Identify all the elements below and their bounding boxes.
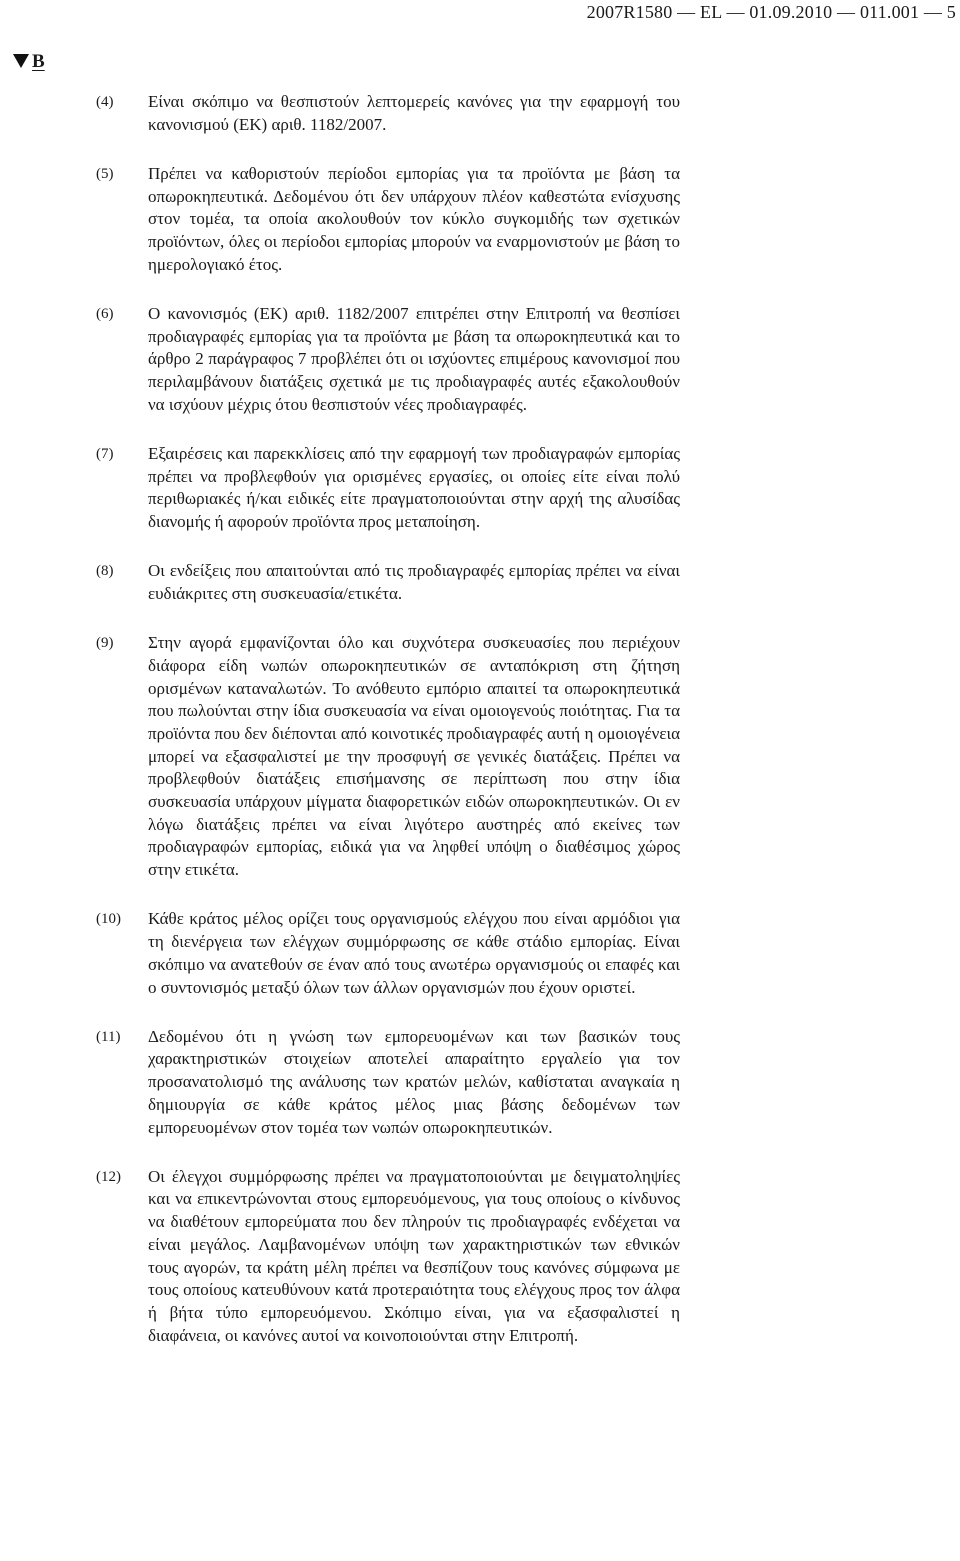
amendment-marker[interactable] bbox=[13, 51, 45, 73]
recital-text: Ο κανονισμός (ΕΚ) αριθ. 1182/2007 επιτρέπει στην Επιτροπή να θεσπίσει προδιαγραφές εμπορίας για τα προϊόντα με βάση τα οπωροκηπευτικά και το άρθρο 2 παράγραφος 7 προβλέπει ότι οι ισχύοντες επιμέρους κανονισμοί που περιλαμβάνουν διατάξεις σχετικά με τις προδιαγραφές αυτές εξακολουθούν να ισχύουν μέχρις ότου θεσπιστούν νέες προδιαγραφές. bbox=[148, 303, 680, 414]
recital-9 bbox=[96, 632, 680, 882]
recital-10 bbox=[96, 908, 680, 999]
running-header bbox=[587, 2, 956, 23]
recital-text: Πρέπει να καθοριστούν περίοδοι εμπορίας για τα προϊόντα με βάση τα οπωροκηπευτικά. Δεδομένου ότι δεν υπάρχουν πλέον καθεστώτα ενίσχυσης στον τομέα, τα οποία ακολουθούν τον κύκλο συγκομιδής των σχετικών προϊόντων, όλες οι περίοδοι εμπορίας μπορούν να εναρμονιστούν με βάση το ημερολογιακό έτος. bbox=[148, 163, 680, 274]
recital-7 bbox=[96, 443, 680, 534]
recital-text: Κάθε κράτος μέλος ορίζει τους οργανισμούς ελέγχου που είναι αρμόδιοι για τη διενέργεια των ελέγχων συμμόρφωσης σε κάθε στάδιο εμπορίας. Είναι σκόπιμο να ανατεθούν σε έναν από τους ανωτέρω οργανισμούς οι επαφές και ο συντονισμός μεταξύ όλων των άλλων οργανισμών που έχουν οριστεί. bbox=[148, 909, 680, 997]
recital-text: Δεδομένου ότι η γνώση των εμπορευομένων και των βασικών τους χαρακτηριστικών στοιχείων αποτελεί απαραίτητο εργαλείο για τον προσανατολισμό της ανάλυσης των κρατών μελών, καθίσταται αναγκαία η δημιουργία σε κάθε κράτος μέλος μιας βάσης δεδομένων των εμπορευομένων στον τομέα των νωπών οπωροκηπευτικών. bbox=[148, 1026, 680, 1137]
recital-number: (7) bbox=[96, 445, 114, 462]
running-head-text: 2007R1580 — EL — 01.09.2010 — 011.001 — 5 bbox=[586, 2, 956, 22]
recital-number: (4) bbox=[96, 94, 114, 110]
recital-text: Στην αγορά εμφανίζονται όλο και συχνότερα συσκευασίες που περιέχουν διάφορα είδη νωπών οπωροκηπευτικών σε ανταπόκριση στη ζήτηση ορισμένων καταναλωτών. Το ανόθευτο εμπόριο απαιτεί τα οπωροκηπευτικά που πωλούνται στην ίδια συσκευασία να είναι ομοιογενούς ποιότητας. Για τα προϊόντα που δεν διέπονται από κοινοτικές προδιαγραφές αυτή η ομοιογένεια μπορεί να εξασφαλιστεί με την προσφυγή σε γενικές διατάξεις. Πρέπει να προβλεφθούν διατάξεις επισήμανσης σε περίπτωση που στην ίδια συσκευασία υπάρχουν μίγματα διαφορετικών ειδών οπωροκηπευτικών. Οι εν λόγω διατάξεις πρέπει να είναι λιγότερο αυστηρές από εκείνες των προδιαγραφών εμπορίας, ειδικά για να ληφθεί υπόψη ο διαθέσιμος χώρος στην ετικέτα. bbox=[148, 633, 680, 880]
recital-5 bbox=[96, 163, 680, 277]
recital-number: (8) bbox=[96, 563, 114, 580]
down-triangle-icon bbox=[13, 54, 29, 68]
recital-11 bbox=[96, 1026, 680, 1140]
recital-number: (11) bbox=[96, 1028, 121, 1045]
recital-text: Είναι σκόπιμο να θεσπιστούν λεπτομερείς κανόνες για την εφαρμογή του κανονισμού (ΕΚ) αριθ. 1182/2007. bbox=[148, 92, 680, 134]
amendment-marker-label: B bbox=[32, 51, 45, 72]
recital-4 bbox=[96, 91, 680, 136]
recital-text: Εξαιρέσεις και παρεκκλίσεις από την εφαρμογή των προδιαγραφών εμπορίας πρέπει να προβλεφθούν για ορισμένες εργασίες, οι οποίες είτε είναι πολύ περιθωριακές ή/και ειδικές είτε πραγματοποιούνται στην αρχή της αλυσίδας διανομής ή αφορούν προϊόντα προς μεταποίηση. bbox=[148, 443, 680, 532]
recital-6 bbox=[96, 303, 680, 417]
recital-text: Οι έλεγχοι συμμόρφωσης πρέπει να πραγματοποιούνται με δειγματοληψίες και να επικεντρώνονται στους εμπορευόμενους, για τους οποίους ο κίνδυνος να διαθέτουν εμπορεύματα που δεν πληρούν τις προδιαγραφές ενδέχεται να είναι μεγάλος. Λαμβανομένων υπόψη των χαρακτηριστικών των εθνικών τους αγορών, τα κράτη μέλη πρέπει να θεσπίζουν τους κανόνες σύμφωνα με τους οποίους κατευθύνουν κατά προτεραιότητα τους ελέγχους προς τον άλφα ή βήτα τύπο εμπορευόμενου. Σκόπιμο είναι, για να εξασφαλιστεί η διαφάνεια, οι κανόνες αυτοί να κοινοποιούνται στην Επιτροπή. bbox=[148, 1166, 680, 1345]
recital-8 bbox=[96, 560, 680, 605]
recital-number: (12) bbox=[96, 1168, 121, 1185]
recitals-list bbox=[96, 91, 680, 1374]
recital-12 bbox=[96, 1166, 680, 1348]
recital-number: (6) bbox=[96, 305, 114, 322]
recital-text: Οι ενδείξεις που απαιτούνται από τις προδιαγραφές εμπορίας πρέπει να είναι ευδιάκριτες στη συσκευασία/ετικέτα. bbox=[148, 561, 680, 603]
recital-number: (5) bbox=[96, 165, 114, 182]
recital-number: (10) bbox=[96, 911, 121, 928]
recital-number: (9) bbox=[96, 635, 114, 652]
